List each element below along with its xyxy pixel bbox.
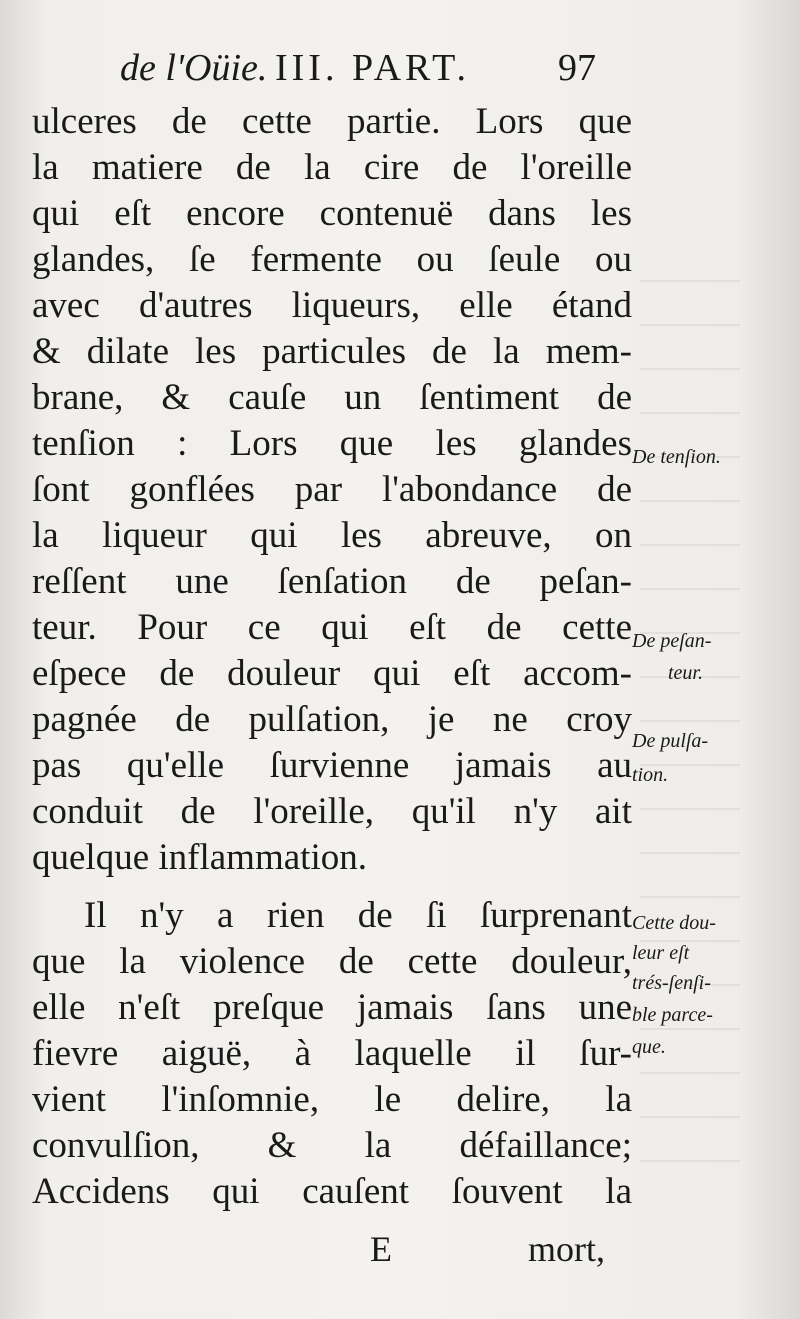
page-header (120, 40, 620, 100)
margin-note-sensible-3: trés-ſenſi- (632, 972, 711, 994)
text-line: pagnée de pulſation, je ne croy (32, 699, 632, 740)
margin-note-tension: De tenſion. (632, 446, 721, 468)
page-number: 97 (558, 47, 596, 89)
margin-note-sensible-1: Cette dou- (632, 912, 716, 934)
text-line: quelque inflammation. (32, 837, 367, 878)
text-line: Accidens qui cauſent ſouvent la (32, 1171, 632, 1212)
text-line-indented: Il n'y a rien de ſi ſurprenant (84, 895, 632, 936)
text-line: vient l'inſomnie, le delire, la (32, 1079, 632, 1120)
text-line: la matiere de la cire de l'oreille (32, 147, 632, 188)
margin-note-pulsation-cont: tion. (632, 764, 669, 786)
margin-note-pesanteur: De peſan- (632, 630, 712, 652)
text-line: brane, & cauſe un ſentiment de (32, 377, 632, 418)
margin-note-pesanteur-cont: teur. (668, 662, 703, 684)
text-line: avec d'autres liqueurs, elle étand (32, 285, 632, 326)
text-line: tenſion : Lors que les glandes (32, 423, 632, 464)
margin-note-sensible-5: que. (632, 1036, 666, 1058)
running-title: de l'Oüie. (120, 47, 268, 89)
margin-note-pulsation: De pulſa- (632, 730, 709, 752)
margin-note-sensible-2: leur eſt (632, 942, 690, 964)
text-line: la liqueur qui les abreuve, on (32, 515, 632, 556)
text-line: ſont gonflées par l'abondance de (32, 469, 632, 510)
text-line: convulſion, & la défaillance; (32, 1125, 632, 1166)
text-line: fievre aiguë, à laquelle il ſur- (32, 1033, 632, 1074)
text-line: eſpece de douleur qui eſt accom- (32, 653, 632, 694)
text-line: elle n'eſt preſque jamais ſans une (32, 987, 632, 1028)
text-line: reſſent une ſenſation de peſan- (32, 561, 632, 602)
margin-note-sensible-4: ble parce- (632, 1004, 713, 1026)
text-line: que la violence de cette douleur, (32, 941, 632, 982)
text-line: qui eſt encore contenuë dans les (32, 193, 632, 234)
text-line: pas qu'elle ſurvienne jamais au (32, 745, 632, 786)
text-line: ulceres de cette partie. Lors que (32, 101, 632, 142)
text-line: teur. Pour ce qui eſt de cette (32, 607, 632, 648)
part-label: III. PART. (275, 47, 471, 89)
text-line: glandes, ſe fermente ou ſeule ou (32, 239, 632, 280)
text-line: & dilate les particules de la mem- (32, 331, 632, 372)
signature-mark: E (370, 1229, 392, 1269)
text-line: conduit de l'oreille, qu'il n'y ait (32, 791, 632, 832)
catchword: mort, (528, 1229, 605, 1269)
